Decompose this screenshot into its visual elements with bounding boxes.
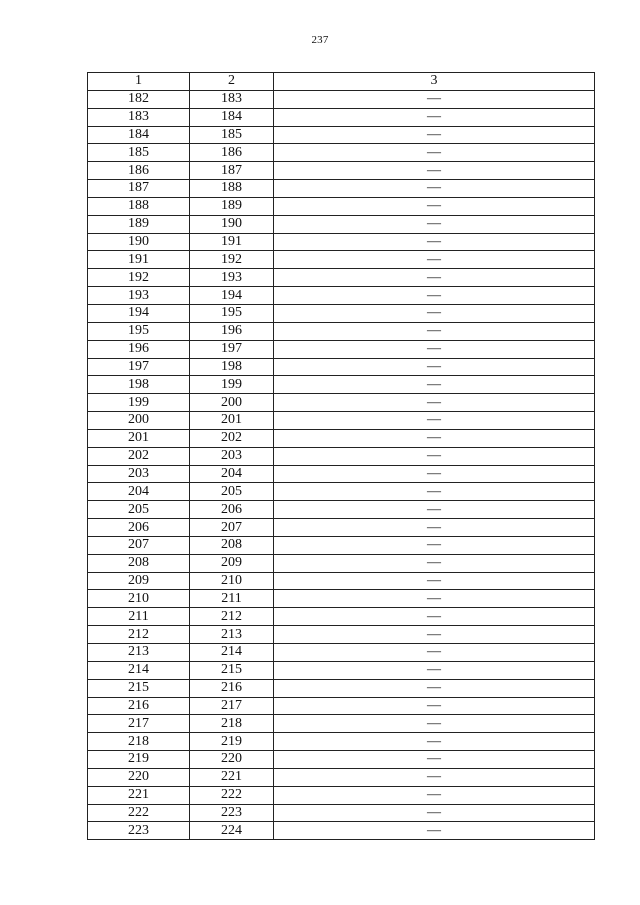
page-number: 237 — [311, 34, 329, 46]
column-header-2: 2 — [190, 73, 274, 91]
table-cell-col1: 209 — [88, 572, 190, 590]
table-cell-col1: 208 — [88, 554, 190, 572]
table-cell-dash — [274, 287, 595, 305]
table-row — [88, 412, 595, 430]
table-cell-col2: 200 — [190, 394, 274, 412]
table-cell-col2: 183 — [190, 90, 274, 108]
table-cell-col2: 198 — [190, 358, 274, 376]
table-cell-col1: 198 — [88, 376, 190, 394]
table-row — [88, 644, 595, 662]
table-cell-dash — [274, 108, 595, 126]
table-row — [88, 251, 595, 269]
table-cell-col2: 208 — [190, 536, 274, 554]
table-cell-col1: 217 — [88, 715, 190, 733]
dash-value: — — [427, 126, 441, 142]
table-cell-col1: 207 — [88, 536, 190, 554]
table-row — [88, 786, 595, 804]
table-cell-dash — [274, 90, 595, 108]
table-cell-dash — [274, 358, 595, 376]
table-cell-col1: 186 — [88, 162, 190, 180]
table-row — [88, 429, 595, 447]
dash-value: — — [427, 555, 441, 571]
dash-value: — — [427, 144, 441, 160]
table-cell-col2: 217 — [190, 697, 274, 715]
table-cell-col1: 204 — [88, 483, 190, 501]
table-cell-col2: 216 — [190, 679, 274, 697]
table-cell-col1: 200 — [88, 412, 190, 430]
dash-value: — — [427, 733, 441, 749]
dash-value: — — [427, 448, 441, 464]
table-cell-dash — [274, 822, 595, 840]
table-cell-dash — [274, 644, 595, 662]
table-cell-col1: 221 — [88, 786, 190, 804]
table-cell-dash — [274, 554, 595, 572]
table-row — [88, 483, 595, 501]
dash-value: — — [427, 590, 441, 606]
table-row — [88, 144, 595, 162]
table-cell-col1: 191 — [88, 251, 190, 269]
table-row — [88, 304, 595, 322]
dash-value: — — [427, 483, 441, 499]
table-row — [88, 162, 595, 180]
dash-value: — — [427, 269, 441, 285]
table-row — [88, 322, 595, 340]
table-cell-dash — [274, 661, 595, 679]
table-row — [88, 90, 595, 108]
table-cell-col2: 223 — [190, 804, 274, 822]
dash-value: — — [427, 180, 441, 196]
table-cell-col1: 193 — [88, 287, 190, 305]
table-cell-col2: 188 — [190, 180, 274, 198]
table-cell-col2: 203 — [190, 447, 274, 465]
table-cell-dash — [274, 376, 595, 394]
table-cell-col2: 211 — [190, 590, 274, 608]
dash-value: — — [427, 697, 441, 713]
table-row — [88, 590, 595, 608]
table-row — [88, 233, 595, 251]
dash-value: — — [427, 680, 441, 696]
dash-value: — — [427, 626, 441, 642]
table-cell-col2: 187 — [190, 162, 274, 180]
dash-value: — — [427, 234, 441, 250]
table-cell-col1: 222 — [88, 804, 190, 822]
dash-value: — — [427, 644, 441, 660]
table-row — [88, 197, 595, 215]
table-row — [88, 108, 595, 126]
table-cell-col1: 218 — [88, 733, 190, 751]
table-cell-dash — [274, 447, 595, 465]
table-cell-dash — [274, 322, 595, 340]
dash-value: — — [427, 162, 441, 178]
table-cell-col2: 197 — [190, 340, 274, 358]
table-cell-col2: 207 — [190, 519, 274, 537]
table-cell-col2: 201 — [190, 412, 274, 430]
table-row — [88, 572, 595, 590]
table-row — [88, 715, 595, 733]
table-cell-col1: 188 — [88, 197, 190, 215]
dash-value: — — [427, 287, 441, 303]
table-cell-col2: 205 — [190, 483, 274, 501]
table-cell-col2: 195 — [190, 304, 274, 322]
table-cell-dash — [274, 394, 595, 412]
table-row — [88, 554, 595, 572]
table-cell-dash — [274, 608, 595, 626]
table-row — [88, 733, 595, 751]
table-cell-col2: 193 — [190, 269, 274, 287]
table-cell-dash — [274, 215, 595, 233]
table-cell-col1: 183 — [88, 108, 190, 126]
table-row — [88, 376, 595, 394]
table-cell-col1: 220 — [88, 768, 190, 786]
table-cell-col1: 214 — [88, 661, 190, 679]
table-cell-col1: 223 — [88, 822, 190, 840]
table-header-row — [88, 73, 595, 91]
table-cell-dash — [274, 679, 595, 697]
table-cell-col1: 219 — [88, 751, 190, 769]
table-cell-col2: 206 — [190, 501, 274, 519]
table-cell-dash — [274, 429, 595, 447]
table-cell-col2: 215 — [190, 661, 274, 679]
dash-value: — — [427, 341, 441, 357]
table-cell-col1: 203 — [88, 465, 190, 483]
table-cell-col1: 192 — [88, 269, 190, 287]
dash-value: — — [427, 412, 441, 428]
table-cell-col1: 194 — [88, 304, 190, 322]
table-cell-col2: 213 — [190, 626, 274, 644]
table-cell-col2: 222 — [190, 786, 274, 804]
table-cell-dash — [274, 519, 595, 537]
table-cell-dash — [274, 126, 595, 144]
table-cell-col2: 185 — [190, 126, 274, 144]
table-row — [88, 804, 595, 822]
table-row — [88, 536, 595, 554]
table-cell-dash — [274, 412, 595, 430]
table-cell-col2: 190 — [190, 215, 274, 233]
dash-value: — — [427, 822, 441, 838]
table-cell-dash — [274, 697, 595, 715]
table-row — [88, 751, 595, 769]
table-cell-col1: 205 — [88, 501, 190, 519]
table-row — [88, 519, 595, 537]
dash-value: — — [427, 501, 441, 517]
table-cell-col2: 192 — [190, 251, 274, 269]
table-cell-col1: 215 — [88, 679, 190, 697]
table-cell-dash — [274, 233, 595, 251]
table-row — [88, 394, 595, 412]
dash-value: — — [427, 805, 441, 821]
table-cell-col2: 191 — [190, 233, 274, 251]
table-row — [88, 661, 595, 679]
table-cell-dash — [274, 197, 595, 215]
table-cell-col1: 213 — [88, 644, 190, 662]
table-cell-col1: 195 — [88, 322, 190, 340]
table-cell-dash — [274, 501, 595, 519]
table-cell-col2: 219 — [190, 733, 274, 751]
dash-value: — — [427, 305, 441, 321]
table-cell-col2: 204 — [190, 465, 274, 483]
table-cell-dash — [274, 483, 595, 501]
table-row — [88, 215, 595, 233]
column-header-3: 3 — [274, 73, 595, 91]
table-cell-dash — [274, 751, 595, 769]
dash-value: — — [427, 251, 441, 267]
table-cell-dash — [274, 144, 595, 162]
table-cell-dash — [274, 251, 595, 269]
dash-value: — — [427, 573, 441, 589]
dash-value: — — [427, 109, 441, 125]
table-cell-col1: 189 — [88, 215, 190, 233]
table-row — [88, 697, 595, 715]
table-cell-dash — [274, 626, 595, 644]
dash-value: — — [427, 376, 441, 392]
table-row — [88, 126, 595, 144]
table-cell-dash — [274, 572, 595, 590]
table-row — [88, 358, 595, 376]
table-cell-col1: 206 — [88, 519, 190, 537]
dash-value: — — [427, 394, 441, 410]
table-cell-col2: 209 — [190, 554, 274, 572]
table-row — [88, 447, 595, 465]
table-cell-col1: 201 — [88, 429, 190, 447]
table-cell-col2: 194 — [190, 287, 274, 305]
table-cell-col1: 184 — [88, 126, 190, 144]
table-row — [88, 768, 595, 786]
table-row — [88, 465, 595, 483]
table-cell-col1: 202 — [88, 447, 190, 465]
table-cell-col1: 210 — [88, 590, 190, 608]
table-cell-col1: 199 — [88, 394, 190, 412]
dash-value: — — [427, 465, 441, 481]
table-cell-col2: 220 — [190, 751, 274, 769]
dash-value: — — [427, 91, 441, 107]
table-row — [88, 269, 595, 287]
data-table — [87, 72, 595, 840]
table-cell-dash — [274, 536, 595, 554]
table-cell-col1: 196 — [88, 340, 190, 358]
dash-value: — — [427, 662, 441, 678]
table-cell-col2: 186 — [190, 144, 274, 162]
dash-value: — — [427, 358, 441, 374]
table-cell-dash — [274, 733, 595, 751]
table-cell-col2: 210 — [190, 572, 274, 590]
table-cell-col2: 218 — [190, 715, 274, 733]
table-cell-col1: 190 — [88, 233, 190, 251]
table-cell-dash — [274, 269, 595, 287]
table-cell-dash — [274, 804, 595, 822]
table-cell-col2: 214 — [190, 644, 274, 662]
table-cell-dash — [274, 162, 595, 180]
dash-value: — — [427, 519, 441, 535]
dash-value: — — [427, 537, 441, 553]
table-cell-dash — [274, 180, 595, 198]
table-cell-dash — [274, 465, 595, 483]
column-header-1: 1 — [88, 73, 190, 91]
table-cell-dash — [274, 590, 595, 608]
dash-value: — — [427, 323, 441, 339]
table-row — [88, 340, 595, 358]
dash-value: — — [427, 787, 441, 803]
table-cell-col1: 187 — [88, 180, 190, 198]
table-row — [88, 180, 595, 198]
dash-value: — — [427, 769, 441, 785]
table-cell-dash — [274, 768, 595, 786]
table-body — [88, 90, 595, 839]
table-cell-dash — [274, 340, 595, 358]
table-row — [88, 679, 595, 697]
table-cell-col2: 189 — [190, 197, 274, 215]
table-cell-col1: 182 — [88, 90, 190, 108]
table-row — [88, 501, 595, 519]
table-cell-col1: 197 — [88, 358, 190, 376]
table-cell-col2: 202 — [190, 429, 274, 447]
table-cell-col2: 212 — [190, 608, 274, 626]
table-cell-col2: 221 — [190, 768, 274, 786]
table-row — [88, 626, 595, 644]
dash-value: — — [427, 608, 441, 624]
dash-value: — — [427, 715, 441, 731]
table-cell-col1: 211 — [88, 608, 190, 626]
dash-value: — — [427, 216, 441, 232]
table-cell-col2: 196 — [190, 322, 274, 340]
table-cell-dash — [274, 304, 595, 322]
table-cell-col1: 212 — [88, 626, 190, 644]
table-cell-col1: 185 — [88, 144, 190, 162]
table-cell-dash — [274, 715, 595, 733]
table-row — [88, 822, 595, 840]
table-row — [88, 608, 595, 626]
dash-value: — — [427, 198, 441, 214]
table-cell-col1: 216 — [88, 697, 190, 715]
dash-value: — — [427, 430, 441, 446]
table-row — [88, 287, 595, 305]
table-cell-col2: 224 — [190, 822, 274, 840]
table-cell-dash — [274, 786, 595, 804]
table-cell-col2: 199 — [190, 376, 274, 394]
table-cell-col2: 184 — [190, 108, 274, 126]
dash-value: — — [427, 751, 441, 767]
